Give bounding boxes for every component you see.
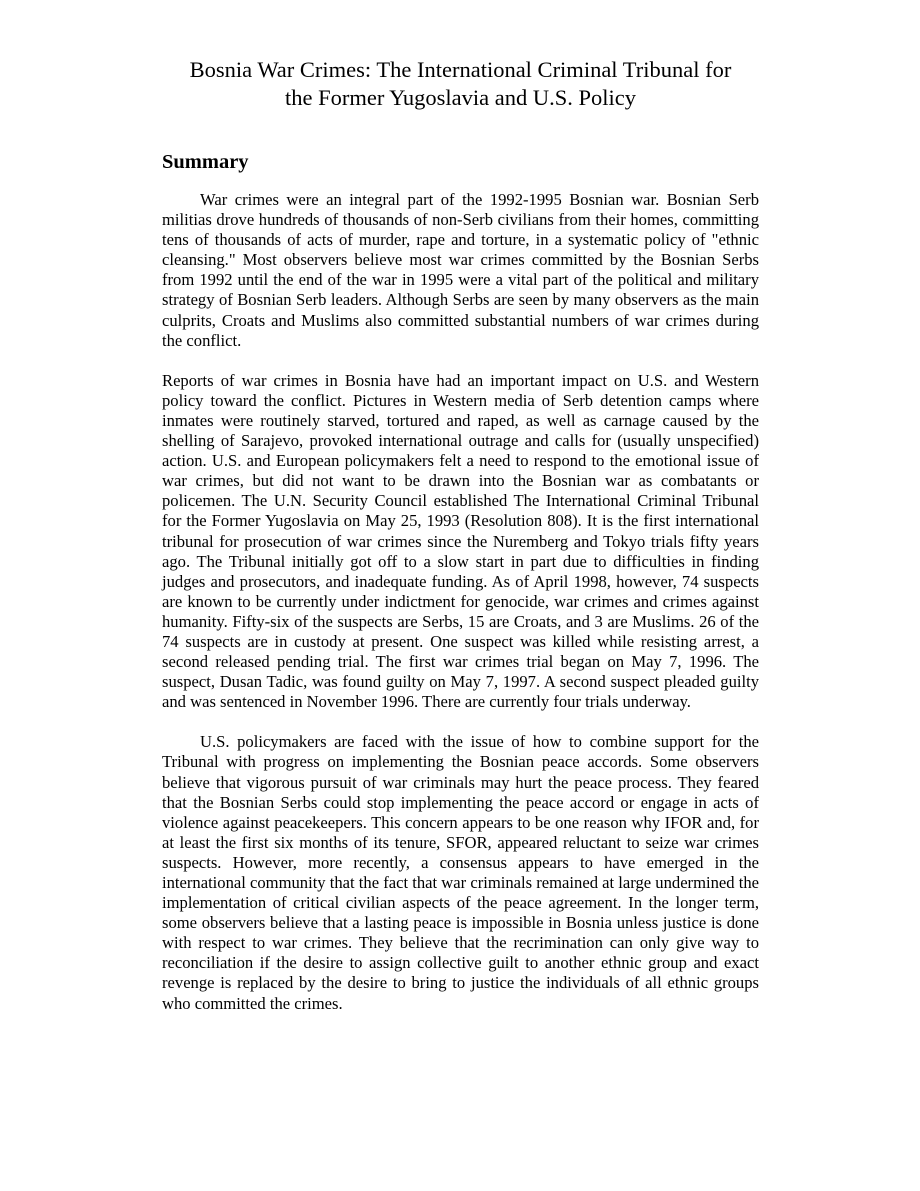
document-title xyxy=(162,56,759,112)
summary-paragraph-1: War crimes were an integral part of the 1992-1995 Bosnian war. Bosnian Serb militias drove hundreds of thousands of non-Serb civilians from their homes, committing tens of thousands of acts of murder, rape and torture, in a systematic policy of "ethnic cleansing." Most observers believe most war crimes committed by the Bosnian Serbs from 1992 until the end of the war in 1995 were a vital part of the political and military strategy of Bosnian Serb leaders. Although Serbs are seen by many observers as the main culprits, Croats and Muslims also committed substantial numbers of war crimes during the conflict. xyxy=(162,190,759,350)
summary-paragraph-3: U.S. policymakers are faced with the issue of how to combine support for the Tribunal with progress on implementing the Bosnian peace accords. Some observers believe that vigorous pursuit of war criminals may hurt the peace process. They feared that the Bosnian Serbs could stop implementing the peace accord or engage in acts of violence against peacekeepers. This concern appears to be one reason why IFOR and, for at least the first six months of its tenure, SFOR, appeared reluctant to seize war crimes suspects. However, more recently, a consensus appears to have emerged in the international community that the fact that war criminals remained at large undermined the implementation of critical civilian aspects of the peace agreement. In the longer term, some observers believe that a lasting peace is impossible in Bosnia unless justice is done with respect to war crimes. They believe that the recrimination can only give way to reconciliation if the desire to assign collective guilt to another ethnic group and exact revenge is replaced by the desire to bring to justice the individuals of all ethnic groups who committed the crimes. xyxy=(162,732,759,1013)
summary-heading: Summary xyxy=(162,151,249,173)
summary-paragraph-2: Reports of war crimes in Bosnia have had an important impact on U.S. and Western policy toward the conflict. Pictures in Western media of Serb detention camps where inmates were routinely starved, tortured and raped, as well as carnage caused by the shelling of Sarajevo, provoked international outrage and calls for (usually unspecified) action. U.S. and European policymakers felt a need to respond to the emotional issue of war crimes, but did not want to be drawn into the Bosnian war as combatants or policemen. The U.N. Security Council established The International Criminal Tribunal for the Former Yugoslavia on May 25, 1993 (Resolution 808). It is the first international tribunal for prosecution of war crimes since the Nuremberg and Tokyo trials fifty years ago. The Tribunal initially got off to a slow start in part due to difficulties in finding judges and prosecutors, and inadequate funding. As of April 1998, however, 74 suspects are known to be currently under indictment for genocide, war crimes and crimes against humanity. Fifty-six of the suspects are Serbs, 15 are Croats, and 3 are Muslims. 26 of the 74 suspects are in custody at present. One suspect was killed while resisting arrest, a second released pending trial. The first war crimes trial began on May 7, 1996. The suspect, Dusan Tadic, was found guilty on May 7, 1997. A second suspect pleaded guilty and was sentenced in November 1996. There are currently four trials underway. xyxy=(162,370,759,712)
title-line-2: the Former Yugoslavia and U.S. Policy xyxy=(284,85,636,110)
title-line-1: Bosnia War Crimes: The International Criminal Tribunal for xyxy=(189,57,732,82)
document-page xyxy=(162,56,759,1014)
